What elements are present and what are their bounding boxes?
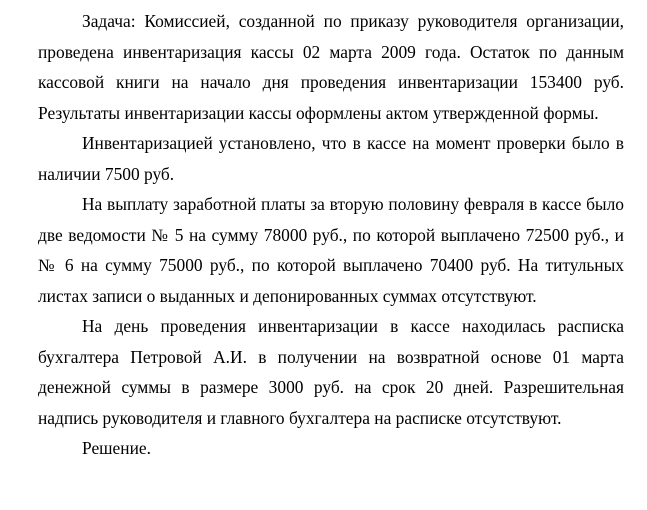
task-paragraph: Задача: Комиссией, созданной по приказу руководителя организации, проведена инвентаризация кассы 02 марта 2009 года. Остаток по данным кассовой книги на начало дня проведения инвентаризации 153400 руб. Результаты инвентаризации кассы оформлены актом утвержденной формы. (38, 11, 624, 123)
payroll-paragraph: На выплату заработной платы за вторую половину февраля в кассе было две ведомости № 5 на сумму 78000 руб., по которой выплачено 72500 руб., и № 6 на сумму 75000 руб., по которой выплачено 70400 руб. На титульных листах записи о выданных и депонированных суммах отсутствуют. (38, 194, 624, 306)
solution-heading: Решение. (82, 438, 151, 458)
receipt-paragraph: На день проведения инвентаризации в кассе находилась расписка бухгалтера Петровой А.И. в получении на возвратной основе 01 марта денежной суммы в размере 3000 руб. на срок 20 дней. Разрешительная надпись руководителя и главного бухгалтера на расписке отсутствуют. (38, 316, 624, 428)
document-page (38, 6, 624, 464)
inventory-result-paragraph: Инвентаризацией установлено, что в кассе на момент проверки было в наличии 7500 руб. (38, 133, 624, 184)
